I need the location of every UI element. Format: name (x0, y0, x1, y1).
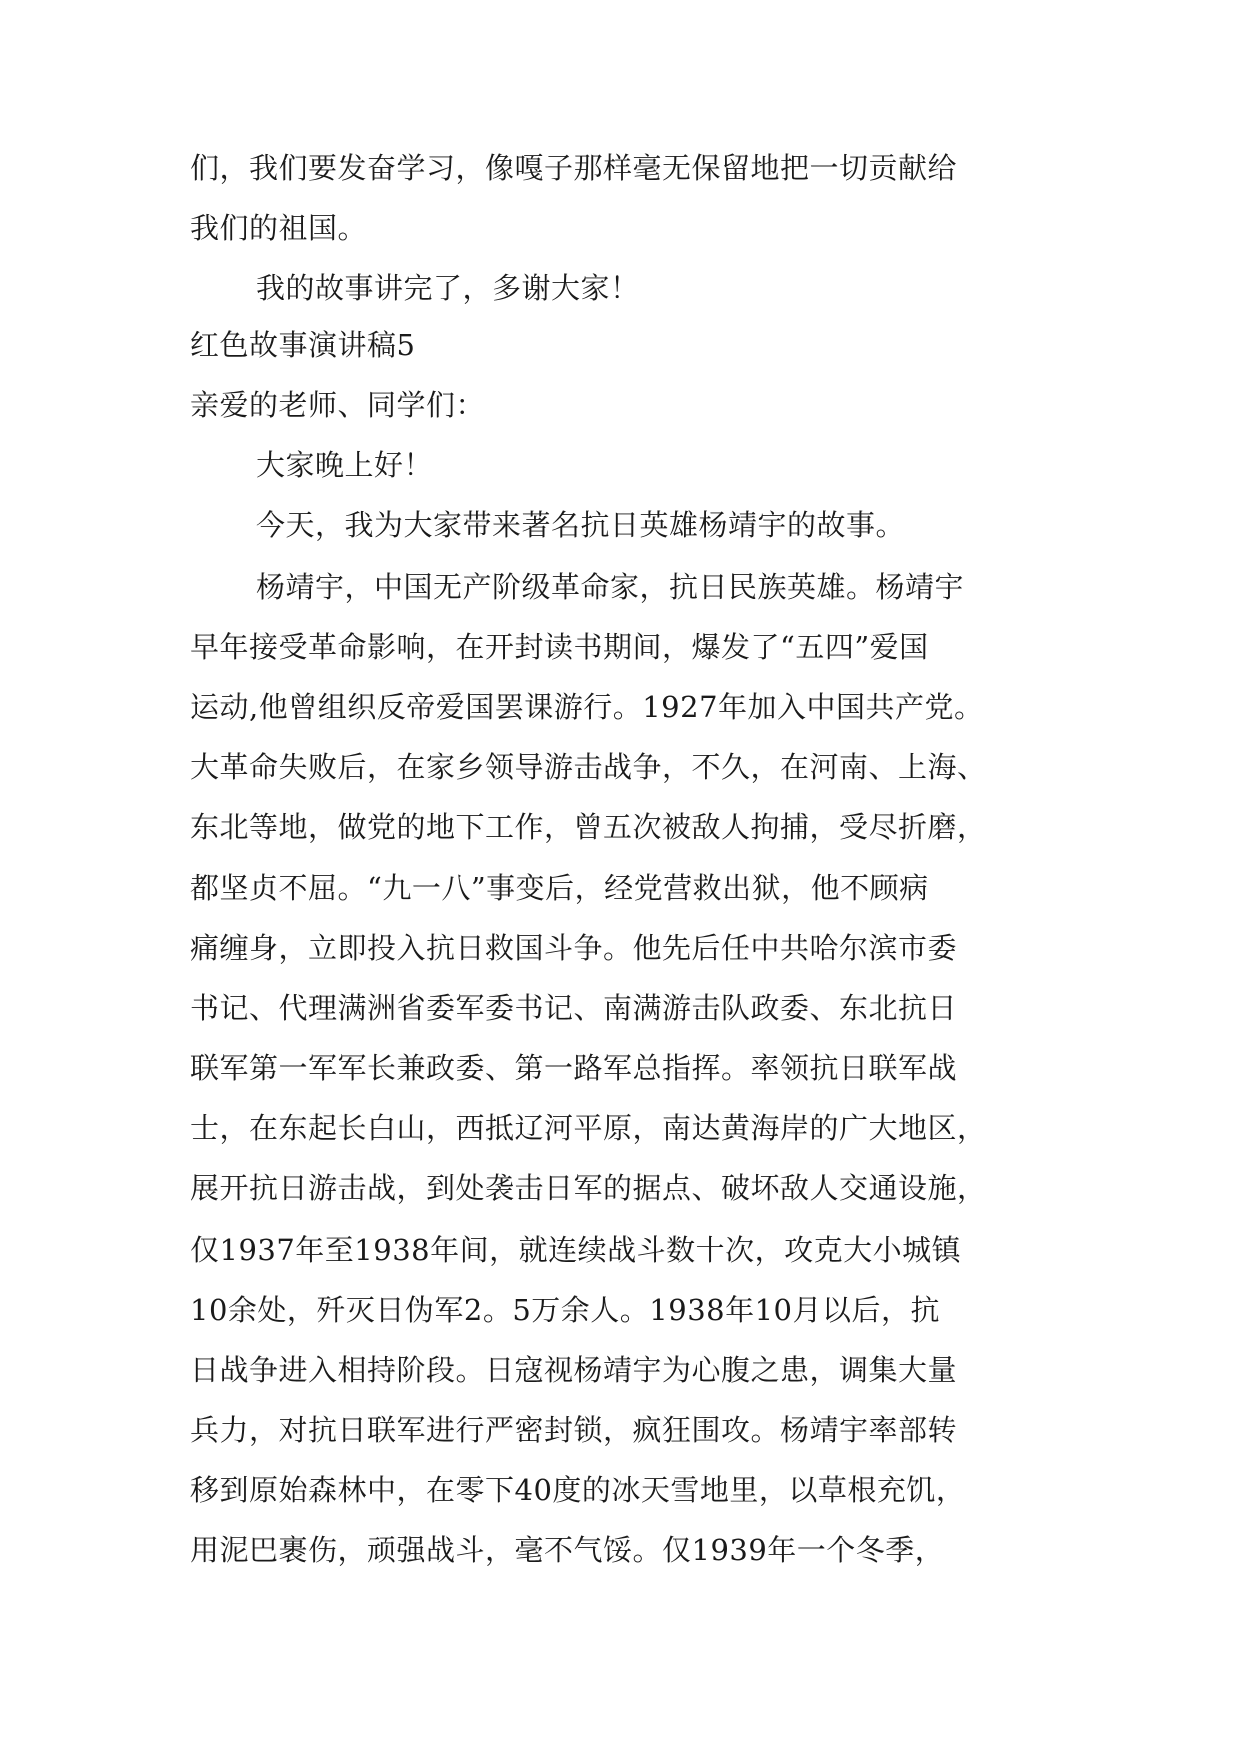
paragraph-line: 杨靖宇，中国无产阶级革命家，抗日民族英雄。杨靖宇 (256, 570, 965, 604)
intro-line: 今天，我为大家带来著名抗日英雄杨靖宇的故事。 (256, 508, 906, 542)
paragraph-line: 联军第一军军长兼政委、第一路军总指挥。率领抗日联军战 (190, 1051, 958, 1085)
paragraph-line: 仅1937年至1938年间，就连续战斗数十次，攻克大小城镇 (190, 1233, 962, 1267)
paragraph-line: 大革命失败后，在家乡领导游击战争，不久，在河南、上海、 (190, 750, 987, 784)
greeting: 大家晚上好！ (256, 448, 434, 482)
text-line: 我们的祖国。 (190, 211, 368, 245)
paragraph-line: 日战争进入相持阶段。日寇视杨靖宇为心腹之患，调集大量 (190, 1353, 958, 1387)
paragraph-line: 移到原始森林中，在零下40度的冰天雪地里，以草根充饥， (190, 1473, 966, 1507)
salutation: 亲爱的老师、同学们： (190, 388, 486, 422)
paragraph-line: 用泥巴裹伤，顽强战斗，毫不气馁。仅1939年一个冬季， (190, 1533, 945, 1567)
paragraph-line: 兵力，对抗日联军进行严密封锁，疯狂围攻。杨靖宇率部转 (190, 1413, 958, 1447)
paragraph-line: 士，在东起长白山，西抵辽河平原，南达黄海岸的广大地区， (190, 1111, 987, 1145)
paragraph-line: 书记、代理满洲省委军委书记、南满游击队政委、东北抗日 (190, 991, 958, 1025)
paragraph-line: 东北等地，做党的地下工作，曾五次被敌人拘捕，受尽折磨， (190, 810, 987, 844)
paragraph-line: 都坚贞不屈。“九一八”事变后，经党营救出狱，他不顾病 (190, 871, 929, 905)
section-title: 红色故事演讲稿5 (190, 328, 416, 362)
paragraph-line: 10余处，歼灭日伪军2。5万余人。1938年10月以后，抗 (190, 1293, 941, 1327)
closing-line: 我的故事讲完了，多谢大家！ (256, 271, 640, 305)
paragraph-line: 早年接受革命影响，在开封读书期间，爆发了“五四”爱国 (190, 630, 929, 664)
paragraph-line: 运动,他曾组织反帝爱国罢课游行。1927年加入中国共产党。 (190, 690, 984, 724)
paragraph-line: 展开抗日游击战，到处袭击日军的据点、破坏敌人交通设施， (190, 1171, 987, 1205)
paragraph-line: 痛缠身，立即投入抗日救国斗争。他先后任中共哈尔滨市委 (190, 931, 958, 965)
text-line: 们，我们要发奋学习，像嘎子那样毫无保留地把一切贡献给 (190, 151, 958, 185)
